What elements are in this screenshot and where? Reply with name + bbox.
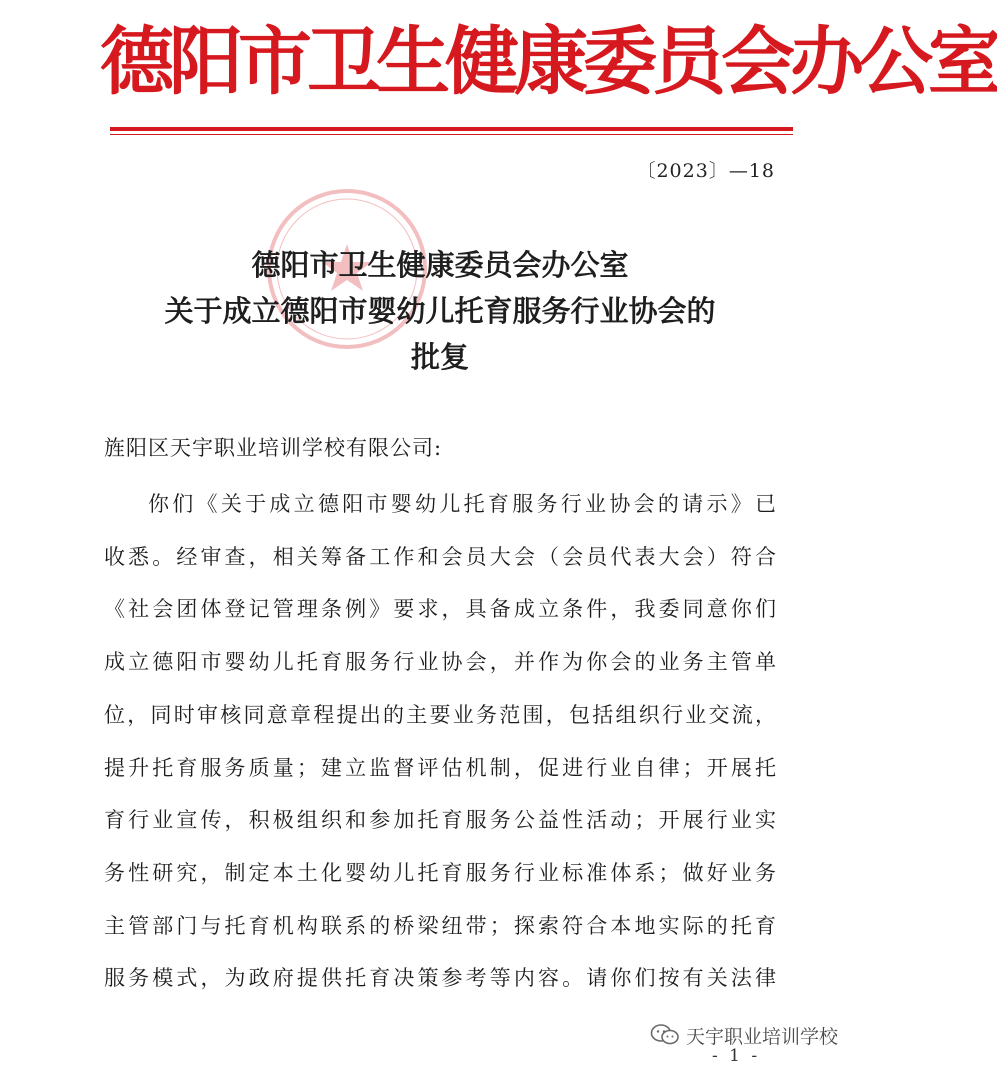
salutation: 旌阳区天宇职业培训学校有限公司:	[104, 436, 443, 460]
body-line: 务性研究，制定本土化婴幼儿托育服务行业标准体系；做好业务	[104, 860, 776, 885]
body-line: 提升托育服务质量；建立监督评估机制，促进行业自律；开展托	[104, 755, 776, 780]
document-number: 〔2023〕—18	[636, 160, 775, 182]
wechat-icon	[650, 1023, 680, 1047]
page-number: - 1 -	[712, 1046, 761, 1066]
body-line: 你们《关于成立德阳市婴幼儿托育服务行业协会的请示》已	[148, 492, 776, 516]
body-line: 成立德阳市婴幼儿托育服务行业协会，并作为你会的业务主管单	[104, 650, 776, 675]
title-line-2: 关于成立德阳市婴幼儿托育服务行业协会的	[164, 294, 716, 328]
body-line: 收悉。经审查，相关筹备工作和会员大会（会员代表大会）符合	[104, 544, 776, 569]
title-line-3: 批复	[410, 340, 469, 374]
masthead-rule-thin	[110, 134, 793, 135]
watermark	[650, 1021, 838, 1049]
body-line: 主管部门与托育机构联系的桥梁纽带；探索符合本地实际的托育	[104, 913, 776, 938]
watermark-text: 天宇职业培训学校	[686, 1025, 839, 1048]
masthead-title: 德阳市卫生健康委员会办公室	[100, 19, 997, 105]
body-line: 《社会团体登记管理条例》要求，具备成立条件，我委同意你们	[104, 597, 776, 622]
body-line: 育行业宣传，积极组织和参加托育服务公益性活动；开展行业实	[104, 808, 776, 833]
body-line: 服务模式，为政府提供托育决策参考等内容。请你们按有关法律	[104, 966, 776, 991]
body-text	[104, 478, 776, 1005]
title-line-1: 德阳市卫生健康委员会办公室	[251, 248, 629, 282]
document-title	[60, 242, 820, 380]
body-line: 位，同时审核同意章程提出的主要业务范围，包括组织行业交流，	[104, 702, 776, 727]
masthead-rule-thick	[110, 127, 793, 131]
